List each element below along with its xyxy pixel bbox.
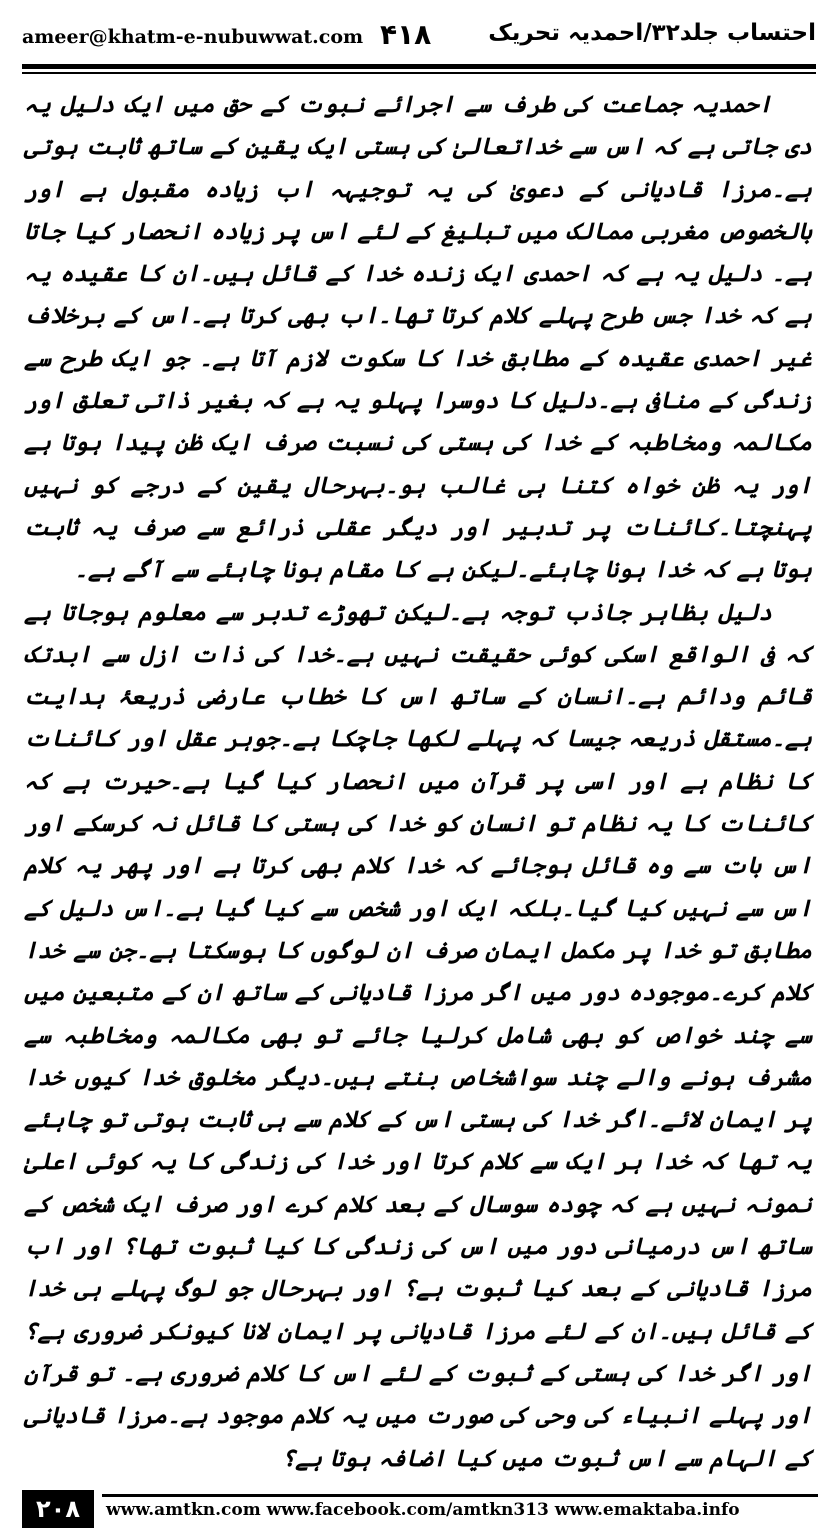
main-text (24, 84, 812, 1480)
header-book-title: احتساب جلد۳۲/احمدیہ تحریک (488, 20, 816, 46)
footer-rule (102, 1494, 818, 1497)
footer-website-links: www.amtkn.com www.facebook.com/amtkn313 www.emaktaba.info (106, 1500, 740, 1520)
header-rule-thick (22, 64, 816, 69)
header-book-page-number: ۴۱۸ (380, 18, 432, 51)
page-footer (22, 1490, 818, 1528)
paragraph-1: احمدیہ جماعت کی طرف سے اجرائے نبوت کے حق میں ایک دلیل یہ دی جاتی ہے کہ اس سے خداتعالیٰ کی ہستی ایک یقین کے ساتھ ثابت ہوتی ہے۔مرزا قادیانی کے دعویٰ کی یہ توجیہہ اب زیادہ مقبول ہے اور بالخصوص مغربی ممالک میں تبلیغ کے لئے اس پر زیادہ انحصار کیا جاتا ہے۔ دلیل یہ ہے کہ احمدی ایک زندہ خدا کے قائل ہیں۔ان کا عقیدہ یہ ہے کہ خدا جس طرح پہلے کلام کرتا تھا۔اب بھی کرتا ہے۔اس کے برخلاف غیر احمدی عقیدہ کے مطابق خدا کا سکوت لازم آتا ہے۔ جو ایک طرح سے زندگی کے منافی ہے۔دلیل کا دوسرا پہلو یہ ہے کہ بغیر ذاتی تعلق اور مکالمہ ومخاطبہ کے خدا کی ہستی کی نسبت صرف ایک ظن پیدا ہوتا ہے اور یہ ظن خواہ کتنا ہی غالب ہو۔بہرحال یقین کے درجے کو نہیں پہنچتا۔کائنات پر تدبیر اور دیگر عقلی ذرائع سے صرف یہ ثابت ہوتا ہے کہ خدا ہونا چاہئے۔لیکن ہے کا مقام ہونا چاہئے سے آگے ہے۔ (24, 92, 812, 584)
header-email: ameer@khatm-e-nubuwwat.com (22, 26, 364, 48)
paragraph-2: دلیل بظاہر جاذب توجہ ہے۔لیکن تھوڑے تدبر سے معلوم ہوجاتا ہے کہ فی الواقع اسکی کوئی حقیقت نہیں ہے۔خدا کی ذات ازل سے ابدتک قائم ودائم ہے۔انسان کے ساتھ اس کا خطاب عارضی ذریعۂ ہدایت ہے۔مستقل ذریعہ جیسا کہ پہلے لکھا جاچکا ہے۔جوہر عقل اور کائنات کا نظام ہے اور اسی پر قرآن میں انحصار کیا گیا ہے۔حیرت ہے کہ کائنات کا یہ نظام تو انسان کو خدا کی ہستی کا قائل نہ کرسکے اور اس بات سے وہ قائل ہوجائے کہ خدا کلام بھی کرتا ہے اور پھر یہ کلام اس سے نہیں کیا گیا۔بلکہ ایک اور شخص سے کیا گیا ہے۔اس دلیل کے مطابق تو خدا پر مکمل ایمان صرف ان لوگوں کا ہوسکتا ہے۔جن سے خدا کلام کرے۔موجودہ دور میں اگر مرزا قادیانی کے ساتھ ان کے متبعین میں سے چند خواص کو بھی شامل کرلیا جائے تو بھی مکالمہ ومخاطبہ سے مشرف ہونے والے چند سواشخاص بنتے ہیں۔دیگر مخلوق خدا کیوں خدا پر ایمان لائے۔اگر خدا کی ہستی اس کے کلام سے ہی ثابت ہوتی تو چاہئے یہ تھا کہ خدا ہر ایک سے کلام کرتا اور خدا کی زندگی کا یہ کوئی اعلیٰ نمونہ نہیں ہے کہ چودہ سوسال کے بعد کلام کرے اور صرف ایک شخص کے ساتھ اس درمیانی دور میں اس کی زندگی کا کیا ثبوت تھا؟ اور اب مرزا قادیانی کے بعد کیا ثبوت ہے؟ اور بہرحال جو لوگ پہلے ہی خدا کے قائل ہیں۔ان کے لئے مرزا قادیانی پر ایمان لانا کیونکر ضروری ہے؟ اور اگر خدا کی ہستی کے ثبوت کے لئے اس کا کلام ضروری ہے۔ تو قرآن اور پہلے انبیاء کی وحی کی صورت میں یہ کلام موجود ہے۔مرزا قادیانی کے الہام سے اس ثبوت میں کیا اضافہ ہوتا ہے؟ (24, 599, 812, 1472)
footer-page-number: ۲۰۸ (22, 1490, 94, 1528)
header-rule-thin (22, 72, 816, 74)
page-header (22, 16, 816, 62)
